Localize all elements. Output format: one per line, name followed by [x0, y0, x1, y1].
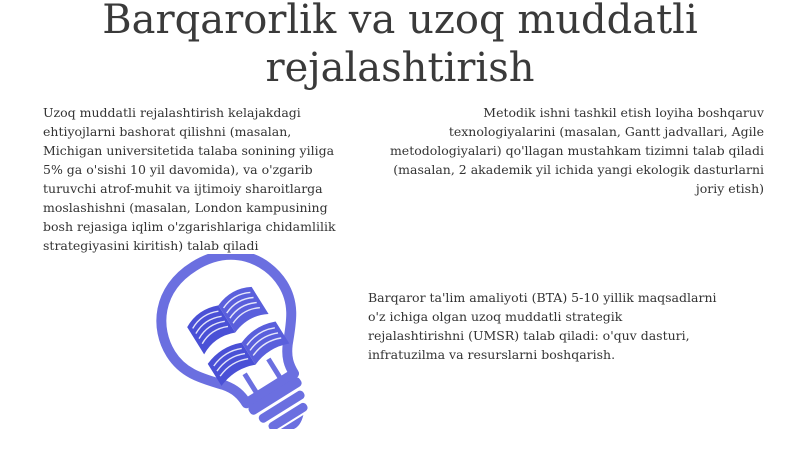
- paragraph-methodical-work: Metodik ishni tashkil etish loyiha boshqaruv texnologiyalarini (masalan, Gantt jadvallari, Agile metodologiyalari) qo'llagan mustahkam tizimni talab qiladi (masalan, 2 akademik yil ichida yangi ekologik dasturlarni joriy etish): [389, 105, 764, 196]
- slide-title: Barqarorlik va uzoq muddatli rejalashtirish: [102, 0, 698, 91]
- lightbulb-with-books-icon: [80, 254, 312, 429]
- paragraph-long-term-planning: Uzoq muddatli rejalashtirish kelajakdagi ehtiyojlarni bashorat qilishni (masalan, Michigan universitetida talaba sonining yiliga 5% ga o'sishi 10 yil davomida), va o'zgarib turuvchi atrof-muhit va ijtimoiy sharoitlarga moslashishni (masalan, London kampusining bosh rejasiga iqlim o'zgarishlariga chidamlilik strategiyasini kiritish) talab qiladi: [43, 105, 336, 253]
- paragraph-sustainable-education: Barqaror ta'lim amaliyoti (BTA) 5-10 yillik maqsadlarni o'z ichiga olgan uzoq muddatli strategik rejalashtirishni (UMSR) talab qiladi: o'quv dasturi, infratuzilma va resurslarni boshqarish.: [368, 290, 717, 362]
